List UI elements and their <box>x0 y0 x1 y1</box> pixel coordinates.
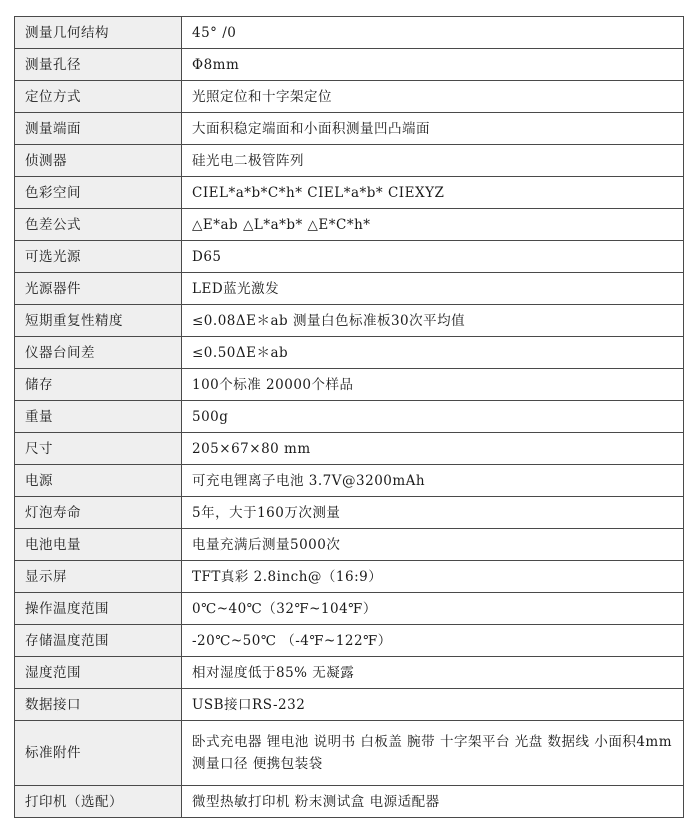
table-row <box>15 145 684 177</box>
row-label: 电源 <box>15 465 182 497</box>
row-value: -20℃~50℃ （-4℉~122℉） <box>182 625 684 657</box>
table-row <box>15 561 684 593</box>
row-value: 卧式充电器 锂电池 说明书 白板盖 腕带 十字架平台 光盘 数据线 小面积4mm测量口径 便携包装袋 <box>182 721 684 786</box>
row-label: 灯泡寿命 <box>15 497 182 529</box>
row-label: 显示屏 <box>15 561 182 593</box>
table-row <box>15 465 684 497</box>
table-row <box>15 305 684 337</box>
row-value: LED蓝光激发 <box>182 273 684 305</box>
table-row <box>15 17 684 49</box>
spec-table <box>14 16 684 818</box>
table-row <box>15 625 684 657</box>
table-row <box>15 721 684 786</box>
row-label: 测量几何结构 <box>15 17 182 49</box>
table-row <box>15 337 684 369</box>
row-label: 侦测器 <box>15 145 182 177</box>
row-label: 尺寸 <box>15 433 182 465</box>
table-row <box>15 786 684 818</box>
row-label: 测量端面 <box>15 113 182 145</box>
row-value: ≤0.50ΔE＊ab <box>182 337 684 369</box>
row-value: CIEL*a*b*C*h* CIEL*a*b* CIEXYZ <box>182 177 684 209</box>
table-row <box>15 177 684 209</box>
row-label: 色差公式 <box>15 209 182 241</box>
table-row <box>15 689 684 721</box>
row-label: 标准附件 <box>15 721 182 786</box>
row-label: 电池电量 <box>15 529 182 561</box>
row-label: 可选光源 <box>15 241 182 273</box>
row-value: USB接口RS-232 <box>182 689 684 721</box>
row-value: 硅光电二极管阵列 <box>182 145 684 177</box>
row-label: 定位方式 <box>15 81 182 113</box>
row-label: 色彩空间 <box>15 177 182 209</box>
row-label: 打印机（选配） <box>15 786 182 818</box>
table-row <box>15 593 684 625</box>
row-value: 100个标准 20000个样品 <box>182 369 684 401</box>
row-value: 大面积稳定端面和小面积测量凹凸端面 <box>182 113 684 145</box>
row-value: 0℃~40℃（32℉~104℉） <box>182 593 684 625</box>
row-value: Φ8mm <box>182 49 684 81</box>
table-row <box>15 369 684 401</box>
row-value: 电量充满后测量5000次 <box>182 529 684 561</box>
row-label: 储存 <box>15 369 182 401</box>
row-label: 重量 <box>15 401 182 433</box>
table-row <box>15 529 684 561</box>
row-label: 存储温度范围 <box>15 625 182 657</box>
row-label: 仪器台间差 <box>15 337 182 369</box>
row-value: 微型热敏打印机 粉末测试盒 电源适配器 <box>182 786 684 818</box>
row-value: △E*ab △L*a*b* △E*C*h* <box>182 209 684 241</box>
table-row <box>15 209 684 241</box>
table-row <box>15 273 684 305</box>
row-value: 光照定位和十字架定位 <box>182 81 684 113</box>
row-value: D65 <box>182 241 684 273</box>
row-label: 光源器件 <box>15 273 182 305</box>
row-value: 205×67×80 mm <box>182 433 684 465</box>
row-value: 可充电锂离子电池 3.7V@3200mAh <box>182 465 684 497</box>
row-value: TFT真彩 2.8inch@（16:9） <box>182 561 684 593</box>
table-row <box>15 49 684 81</box>
table-row <box>15 241 684 273</box>
row-label: 湿度范围 <box>15 657 182 689</box>
table-row <box>15 497 684 529</box>
row-value: 45° /0 <box>182 17 684 49</box>
table-row <box>15 113 684 145</box>
row-label: 短期重复性精度 <box>15 305 182 337</box>
row-value: 相对湿度低于85% 无凝露 <box>182 657 684 689</box>
row-label: 测量孔径 <box>15 49 182 81</box>
row-label: 操作温度范围 <box>15 593 182 625</box>
table-row <box>15 81 684 113</box>
table-row <box>15 401 684 433</box>
row-value: 500g <box>182 401 684 433</box>
row-label: 数据接口 <box>15 689 182 721</box>
table-row <box>15 433 684 465</box>
row-value: 5年，大于160万次测量 <box>182 497 684 529</box>
row-value: ≤0.08ΔE＊ab 测量白色标准板30次平均值 <box>182 305 684 337</box>
table-row <box>15 657 684 689</box>
